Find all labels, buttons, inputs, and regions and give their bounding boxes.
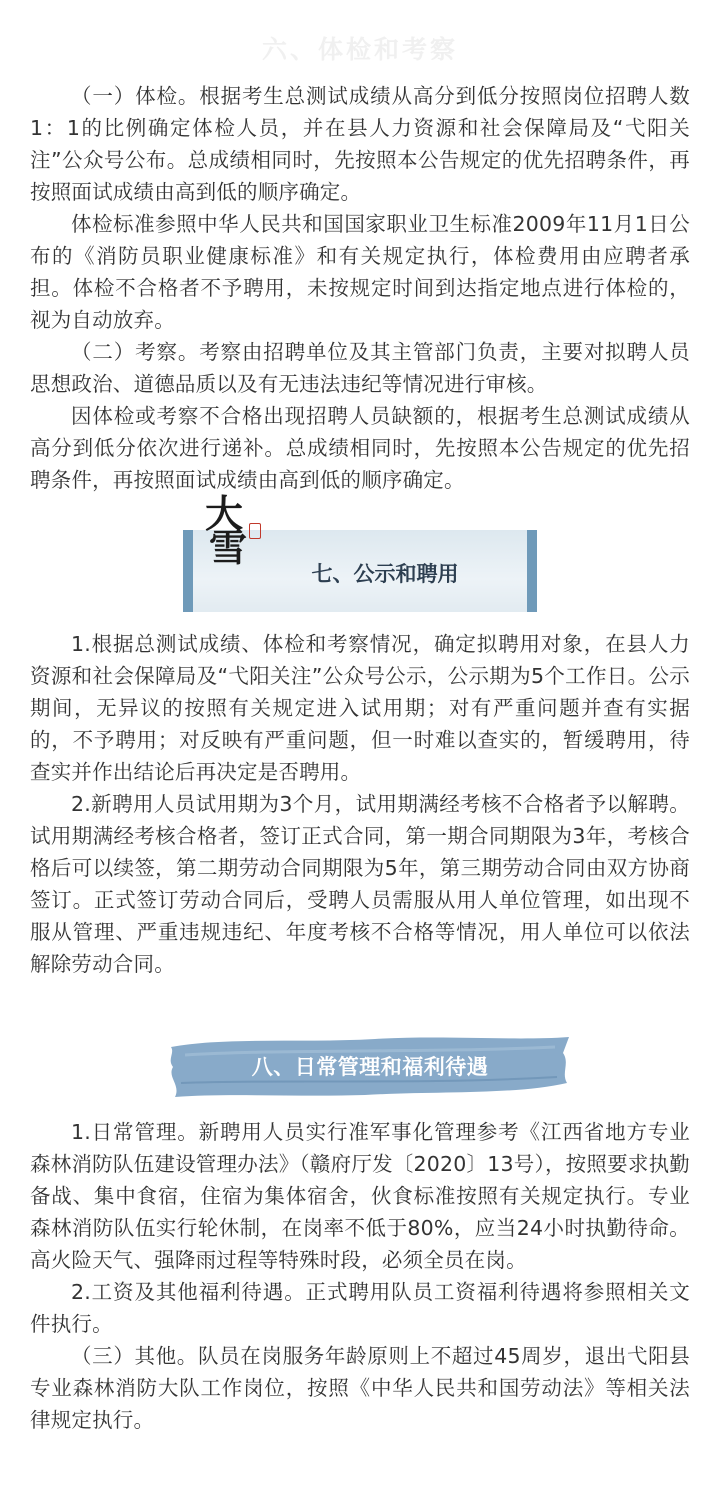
red-seal-icon	[249, 523, 261, 539]
section-7-paragraph-2: 2.新聘用人员试用期为3个月，试用期满经考核不合格者予以解聘。试用期满经考核合格者，签订正式合同，第一期合同期限为3年，考核合格后可以续签，第二期劳动合同期限为5年，第三期劳动合同由双方协商签订。正式签订劳动合同后，受聘人员需服从用人单位管理，如出现不服从管理、严重违规违纪、年度考核不合格等情况，用人单位可以依法解除劳动合同。	[30, 792, 690, 976]
daxue-calligraphy-logo	[203, 491, 273, 575]
section-7-title: 七、公示和聘用	[311, 562, 459, 586]
section-7-paragraph-1: 1.根据总测试成绩、体检和考察情况，确定拟聘用对象，在县人力资源和社会保障局及“弋阳关注”公众号公示，公示期为5个工作日。公示期间，无异议的按照有关规定进入试用期；对有严重问题并查有实据的，不予聘用；对反映有严重问题，但一时难以查实的，暂缓聘用，待查实并作出结论后再决定是否聘用。	[30, 632, 690, 784]
section-6-paragraph-1: （一）体检。根据考生总测试成绩从高分到低分按照岗位招聘人数1：1的比例确定体检人员，并在县人力资源和社会保障局及“弋阳关注”公众号公布。总成绩相同时，先按照本公告规定的优先招聘条件，再按照面试成绩由高到低的顺序确定。	[30, 84, 690, 204]
section-6-paragraph-2: 体检标准参照中华人民共和国国家职业卫生标准2009年11月1日公布的《消防员职业健康标准》和有关规定执行，体检费用由应聘者承担。体检不合格者不予聘用，未按规定时间到达指定地点进行体检的，视为自动放弃。	[30, 212, 690, 332]
section-8-banner	[165, 1033, 575, 1099]
section-8-paragraph-2: 2.工资及其他福利待遇。正式聘用队员工资福利待遇将参照相关文件执行。	[30, 1280, 690, 1336]
section-6-paragraph-4: 因体检或考察不合格出现招聘人员缺额的，根据考生总测试成绩从高分到低分依次进行递补。总成绩相同时，先按照本公告规定的优先招聘条件，再按照面试成绩由高到低的顺序确定。	[30, 404, 690, 492]
section-6-paragraph-3: （二）考察。考察由招聘单位及其主管部门负责，主要对拟聘人员思想政治、道德品质以及有无违法违纪等情况进行审核。	[30, 340, 690, 396]
logo-char-xue: 雪	[209, 525, 248, 570]
section-8-paragraph-1: 1.日常管理。新聘用人员实行准军事化管理参考《江西省地方专业森林消防队伍建设管理办法》（赣府厅发〔2020〕13号），按照要求执勤备战、集中食宿，住宿为集体宿舍，伙食标准按照有关规定执行。专业森林消防队伍实行轮休制，在岗率不低于80%，应当24小时执勤待命。高火险天气、强降雨过程等特殊时段，必须全员在岗。	[30, 1120, 690, 1272]
section-8-title: 八、日常管理和福利待遇	[251, 1055, 489, 1079]
section-6-title: 六、体检和考察	[261, 35, 458, 64]
logo-char-da: 大	[205, 491, 244, 536]
section-8-paragraph-3: （三）其他。队员在岗服务年龄原则上不超过45周岁，退出弋阳县专业森林消防大队工作岗位，按照《中华人民共和国劳动法》等相关法律规定执行。	[30, 1344, 690, 1432]
